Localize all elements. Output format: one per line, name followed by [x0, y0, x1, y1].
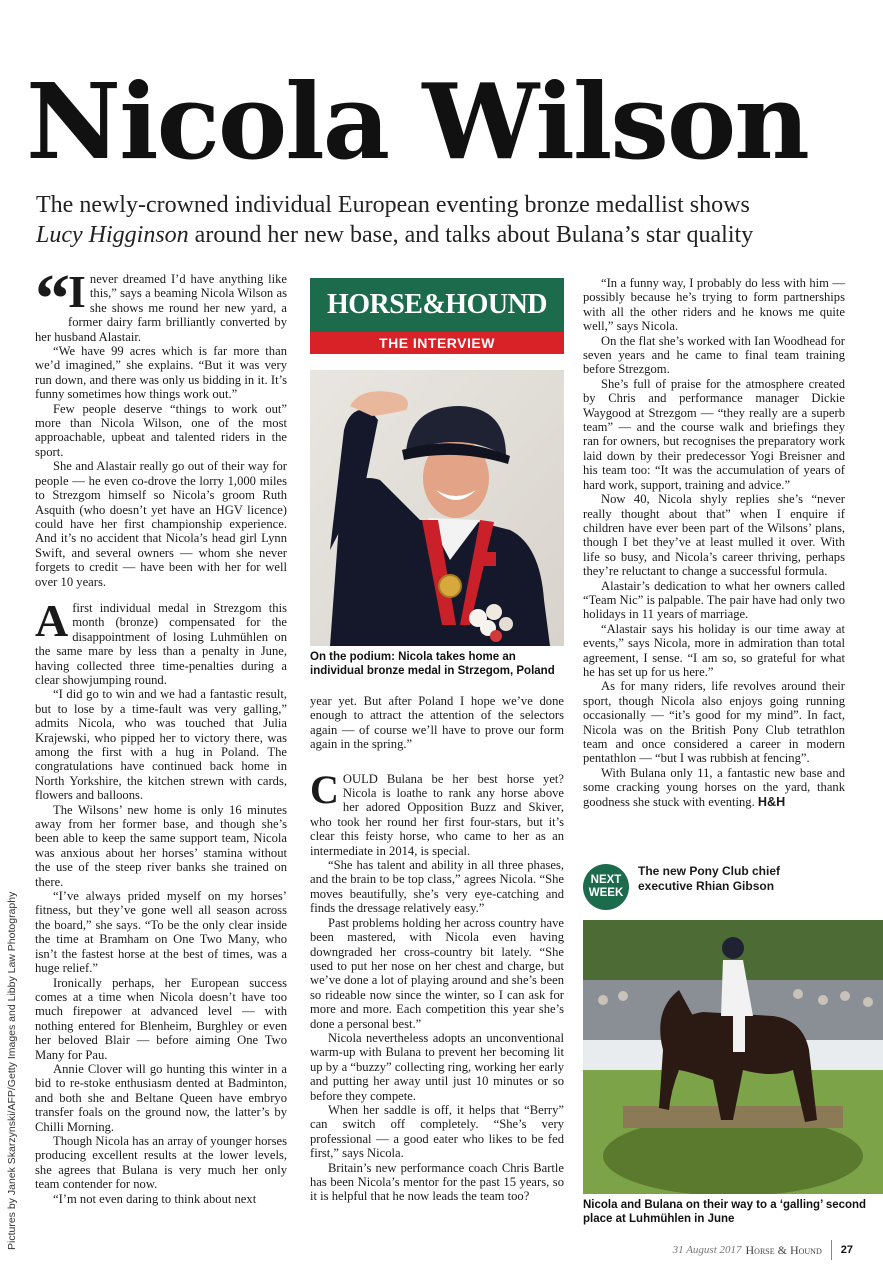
paragraph: When her saddle is off, it helps that “Berry” can switch off completely. “She’s very professional — a good eater who likes to be fed first,” says Nicola. — [310, 1102, 564, 1161]
paragraph: “I’m not even daring to think about next — [53, 1191, 257, 1206]
article-column-1 — [35, 261, 287, 1206]
section-paragraph: COULD Bulana be her best horse yet? Nicola is loathe to rank any horse above her adored Opposition Buzz and Skiver, who took her round her first four-stars, but it’s clear this feisty horse, who came to her as an intermediate in 2014, is special. — [310, 766, 564, 858]
paragraph: “I did go to win and we had a fantastic result, but to lose by a time-fault was very galling,” admits Nicola, who was touched that Julia Krajewski, who pipped her to victory there, was among the first with a hug in Poland. The congratulations have continued back home in North Yorkshire, the kitchen strewn with cards, flowers and balloons. — [35, 687, 287, 803]
footer-divider — [831, 1240, 832, 1260]
podium-photo — [310, 370, 564, 646]
page-footer — [673, 1240, 853, 1260]
photo1-caption: On the podium: Nicola takes home an individual bronze medal in Strzegom, Poland — [310, 651, 555, 677]
dropcap-a: A — [35, 594, 69, 646]
paragraph: As for many riders, life revolves around their sport, though Nicola also enjoys going running occasionally — “it’s good for my mind”. In fact, Nicola was on the British Pony Club tetrathlon team and once considered a career in modern pentathlon — “but I was rubbish at fencing”. — [583, 679, 845, 766]
headline: Nicola Wilson — [26, 60, 808, 183]
cross-country-photo-illustration — [583, 920, 883, 1194]
the-interview-banner: THE INTERVIEW — [310, 332, 564, 354]
paragraph: year yet. But after Poland I hope we’ve done enough to attract the attention of the selectors again — of course we’ll have to prove our form again in the spring.” — [310, 694, 564, 752]
photo-credit: Pictures by Janek Skarzynski/AFP/Getty Images and Libby Law Photography — [6, 891, 18, 1250]
podium-photo-illustration — [310, 370, 564, 646]
cross-country-photo — [583, 920, 883, 1194]
article-column-2 — [310, 694, 564, 1204]
paragraph: “In a funny way, I probably do less with him — possibly because he’s trying to form partnerships with all the other riders and he knows me quite well,” says Nicola. — [583, 276, 845, 334]
paragraph: Past problems holding her across country have been mastered, with Nicola even having downgraded her cross-country bit lately. “She used to put her nose on her chest and charge, but we’ve done a lot of playing around and she’s been so rideable now since the winter, so I can ask for more and more. Each competition this year she’s done a personal best.” — [310, 915, 564, 1031]
paragraph: Though Nicola has an array of younger horses producing excellent results at the lower levels, she agrees that Bulana is very much her only team contender for now. — [35, 1133, 287, 1192]
section-paragraph: Afirst individual medal in Strezgom this month (bronze) compensated for the disappointment of losing Luhmühlen on the same mare by less than a penalty in June, having collected three time-penalties during a clear showjumping round. — [35, 594, 287, 687]
standfirst-line1: The newly-crowned individual European eventing bronze medallist shows — [36, 192, 750, 218]
paragraph: Now 40, Nicola shyly replies she’s “never really thought about that” when I enquire if children have ever been part of the Wilsons’ plans, though I bet they’ve at least mulled it over. With life so busy, and Nicola’s career thriving, perhaps they’re reluctant to change a successful formula. — [583, 492, 845, 579]
page-number: 27 — [840, 1244, 853, 1256]
paragraph: Annie Clover will go hunting this winter in a bid to re-stoke enthusiasm dented at Badminton, and both she and Beltane Queen have embryo transfer foals on the ground now, the latter’s by Chilli Morning. — [35, 1061, 287, 1134]
paragraph: Britain’s new performance coach Chris Bartle has been Nicola’s mentor for the past 15 years, so it is helpful that he now leads the team too? — [310, 1160, 564, 1204]
paragraph: She and Alastair really go out of their way for people — he even co-drove the lorry 1,000 miles to Strezgom himself so Nicola’s groom Ruth Asquith (who doesn’t yet have an HGV licence) could have her first championship experience. And it’s no accident that Nicola’s head girl Lynn Swift, and several owners — whom she never forgets to credit — have been with her for well over 10 years. — [35, 459, 287, 589]
paragraph: “We have 99 acres which is far more than we’d imagined,” she explains. “But it was very run down, and there was only us bidding in it. It’s funny sometimes how things work out.” — [35, 344, 287, 402]
next-week-badge — [583, 864, 629, 910]
paragraph: Nicola nevertheless adopts an unconventional warm-up with Bulana to prevent her becoming lit up by a “buzzy” collecting ring, working her early and putting her away until just 10 minutes or so before they compete. — [310, 1030, 564, 1103]
standfirst-line2 — [36, 220, 856, 250]
pull-quote-mark: “ — [35, 261, 64, 338]
paragraph: Ironically perhaps, her European success comes at a time when Nicola doesn’t have too much firepower at advanced level — with nothing entered for Blenheim, Burghley or even her beloved Blair — before aiming One Two Many for Pau. — [35, 975, 287, 1062]
paragraph: On the flat she’s worked with Ian Woodhead for seven years and he came to final team training before Strezgom. — [583, 333, 845, 377]
next-week-badge-line2: WEEK — [588, 887, 624, 899]
dropcap-i: I — [68, 266, 86, 317]
intro-paragraph: “ I never dreamed I’d have anything like this,” says a beaming Nicola Wilson as she shows me round her new yard, a former dairy farm brilliantly converted by her husband Alastair. — [35, 261, 287, 344]
next-week-badge-line1: NEXT — [590, 874, 622, 886]
article-column-3 — [583, 276, 845, 809]
paragraph: “I’ve always prided myself on my horses’ fitness, but they’ve gone well all season across the board,” she says. “To be the only clear inside the time at Bramham on One Two Many, who isn’t the fastest horse at the best of times, was a huge relief.” — [35, 889, 287, 976]
paragraph: “Alastair says his holiday is our time away at events,” says Nicola, more in admiration than total agreement, I sense. “I am so, so grateful for what he has set up for us here.” — [583, 621, 845, 679]
standfirst-line2-rest: around her new base, and talks about Bulana’s star quality — [188, 222, 754, 248]
paragraph: Alastair’s dedication to what her owners called “Team Nic” is palpable. The pair have had only two holidays in 11 years of marriage. — [583, 578, 845, 622]
author-name: Lucy Higginson — [36, 222, 189, 248]
hh-signoff: H&H — [757, 794, 786, 809]
paragraph: The Wilsons’ new home is only 16 minutes away from her former base, and though she’s been able to keep the same support team, Nicola was anxious about her horses’ stamina without the use of the steep river banks she trained on there. — [35, 802, 287, 889]
standfirst — [36, 190, 856, 250]
photo2-caption: Nicola and Bulana on their way to a ‘galling’ second place at Luhmühlen in June — [583, 1199, 867, 1225]
paragraph: She’s full of praise for the atmosphere created by Chris and performance manager Dickie Waygood at Strezgom — “they really are a superb team” — and the course walk and briefings they ran for owners, but recognises the preparatory work laid down by their predecessor Yogi Breisner and his team too: “It was the accumulation of years of hard work, support, training and advice.” — [583, 376, 845, 492]
next-week-teaser: The new Pony Club chief executive Rhian Gibson — [638, 864, 781, 893]
paragraph: With Bulana only 11, a fantastic new base and some cracking young horses on the yard, thank goodness she stuck with eventing. H&H — [583, 765, 845, 809]
horse-and-hound-logo: HORSE&HOUND — [310, 278, 564, 332]
paragraph: “She has talent and ability in all three phases, and the brain to be top class,” agrees Nicola. “She moves beautifully, she’s very eye-catching and finds the dressage relatively easy.” — [310, 858, 564, 916]
dropcap-c: C — [310, 766, 339, 812]
paragraph: Few people deserve “things to work out” more than Nicola Wilson, one of the most approachable, upbeat and talented riders in the sport. — [35, 401, 287, 459]
issue-date: 31 August 2017 — [672, 1244, 742, 1256]
magazine-name: Horse & Hound — [745, 1242, 822, 1257]
